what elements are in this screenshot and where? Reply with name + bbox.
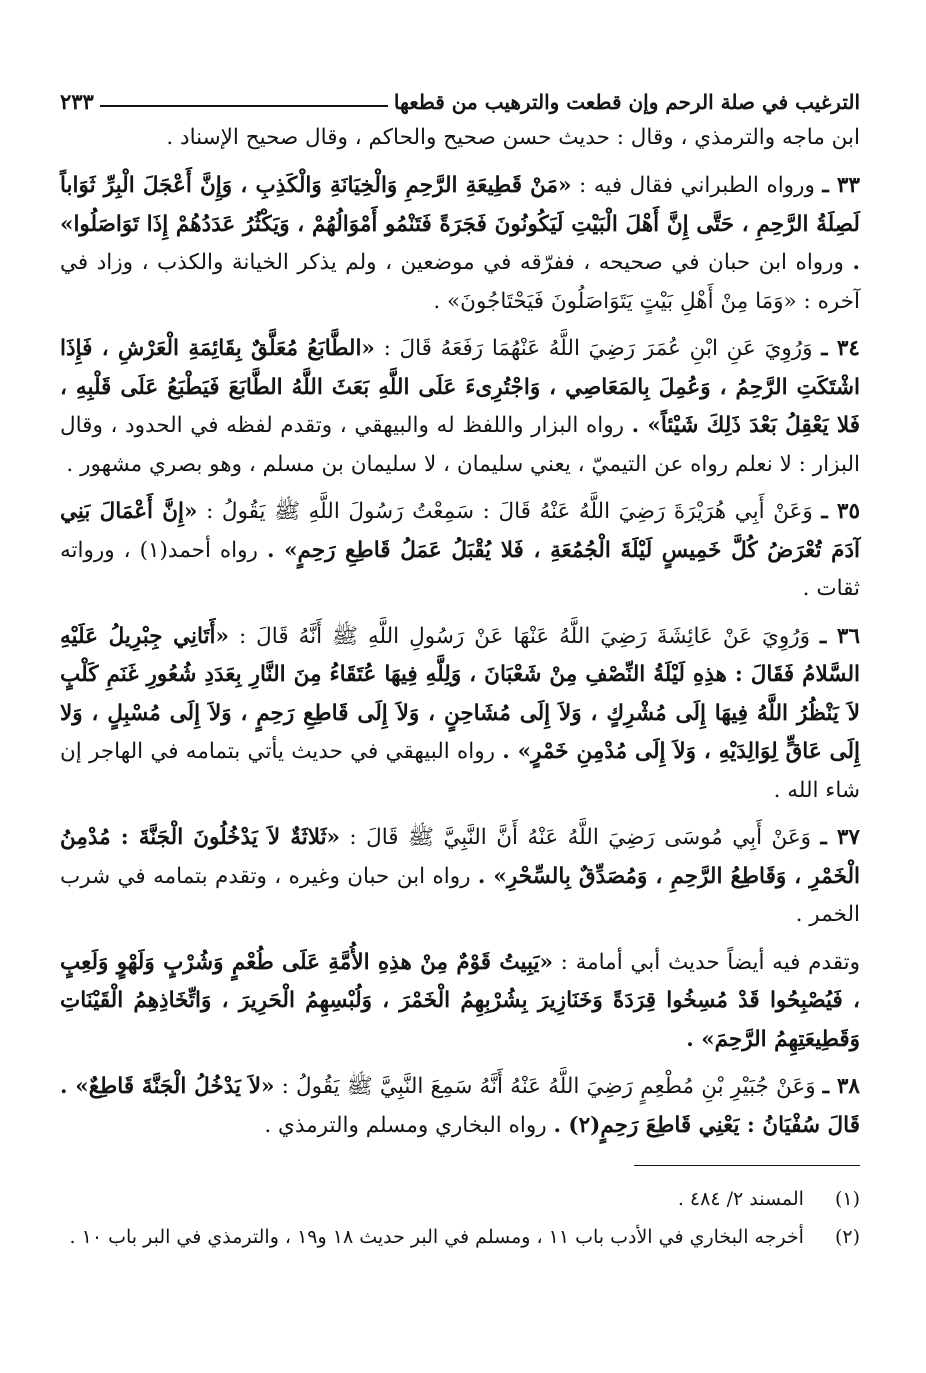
hadith-commentary: رواه البيهقي في حديث يأتي بتمامه في الهاجر إن شاء الله . bbox=[60, 739, 860, 803]
hadith-quote: «لاَ يَدْخُلُ الْجَنَّةَ قَاطِعٌ» . قَالَ سُفْيَانُ : يَعْنِي قَاطِعَ رَحِمٍ(٢) . bbox=[60, 1074, 860, 1138]
hadith-number: ٣٧ ـ bbox=[820, 825, 860, 850]
page-number: ٢٣٣ bbox=[60, 89, 94, 114]
footnote bbox=[60, 1218, 860, 1256]
hadith-quote: «يَبِيتُ قَوْمٌ مِنْ هذِهِ الأُمَّةِ عَلَى طُعْمٍ وَشُرْبٍ وَلَهْوٍ وَلَعِبٍ ، فَيُصْبِحُوا قَدْ مُسِخُوا قِرَدَةً وَخَنَازِيرَ بِشُرْبِهِمُ الْخَمْرَ ، وَلُبْسِهِمُ الْحَرِيرَ ، وَاتِّخَاذِهِمُ الْقَيْنَاتِ وَقَطِيعَتِهِمُ الرَّحِمَ» . bbox=[60, 949, 860, 1052]
hadith-number: ٣٦ ـ bbox=[819, 623, 860, 649]
footnote-text: أخرجه البخاري في الأدب باب ١١ ، ومسلم في البر حديث ١٨ و١٩ ، والترمذي في البر باب ١٠ . bbox=[69, 1226, 804, 1248]
hadith-quote: «ثَلاثَةٌ لاَ يَدْخُلُونَ الْجَنَّةَ : مُدْمِنُ الْخَمْرِ ، وَقَاطِعُ الرَّحِمِ ، وَمُصَدِّقٌ بِالسِّحْرِ» . bbox=[60, 825, 860, 889]
footnote bbox=[60, 1180, 860, 1218]
hadith-number: ٣٥ ـ bbox=[821, 499, 861, 524]
hadith-entry bbox=[60, 1068, 860, 1145]
hadith-quote: «مَنْ قَطِيعَةِ الرَّحِمِ وَالْخِيَانَةِ وَالْكَذِبِ ، وَإِنَّ أَعْجَلَ الْبِرِّ ثَوَاباً لَصِلَةُ الرَّحِمِ ، حَتَّى إِنَّ أَهْلَ الْبَيْتِ لَيَكُونُونَ فَجَرَةً فَتَنْمُو أَمْوَالُهُمْ ، وَيَكْثُرُ عَدَدُهُمْ إِذَا تَوَاصَلُوا» . bbox=[60, 173, 860, 275]
hadith-commentary: رواه أحمد(١) ، ورواته ثقات . bbox=[60, 537, 860, 601]
footnote-marker: (١) bbox=[834, 1188, 860, 1210]
hadith-entry bbox=[60, 819, 860, 935]
hadith-number: ٣٨ ـ bbox=[822, 1074, 860, 1099]
hadith-entry bbox=[60, 618, 860, 811]
hadith-lead: ورواه الطبراني فقال فيه : bbox=[579, 173, 815, 198]
hadith-lead: وَعَنْ أَبِي هُرَيْرَةَ رَضِيَ اللَّهُ عَنْهُ قَالَ : سَمِعْتُ رَسُولَ اللَّهِ ﷺ يَقُولُ : bbox=[206, 499, 813, 524]
hadith-entry bbox=[60, 330, 860, 484]
running-header bbox=[60, 78, 860, 114]
hadith-quote: «الطَّابَعُ مُعَلَّقٌ بِقَائِمَةِ الْعَرْشِ ، فَإِذَا اشْتَكَتِ الرَّحِمُ ، وَعُمِلَ بِالمَعَاصِي ، وَاجْتُرِىءَ عَلَى اللَّهِ بَعَثَ اللَّهُ الطَّابَعَ فَيَطْبَعُ عَلَى قَلْبِهِ ، فَلا يَعْقِلُ بَعْدَ ذَلِكَ شَيْئاً» . bbox=[60, 336, 860, 438]
hadith-number: ٣٤ ـ bbox=[821, 336, 860, 361]
footnote-divider bbox=[634, 1165, 860, 1166]
hadith-quote: «إِنَّ أَعْمَالَ بَنِي آدَمَ تُعْرَضُ كُلَّ خَمِيسٍ لَيْلَةَ الْجُمُعَةِ ، فَلا يُقْبَلُ عَمَلُ قَاطِعِ رَحِمٍ» . bbox=[60, 499, 860, 563]
hadith-entry bbox=[60, 944, 860, 1060]
hadith-lead: وتقدم فيه أيضاً حديث أبي أمامة : bbox=[560, 949, 860, 975]
hadith-commentary: ورواه ابن حبان في صحيحه ، ففرّقه في موضعين ، ولم يذكر الخيانة والكذب ، وزاد في آخره : «وَمَا مِنْ أَهْلِ بَيْتٍ يَتَوَاصَلُونَ فَيَحْتَاجُونَ» . bbox=[60, 250, 860, 314]
hadith-quote: «أَتَانِي جِبْرِيلُ عَلَيْهِ السَّلامُ فَقَالَ : هذِهِ لَيْلَةُ النِّصْفِ مِنْ شَعْبَانَ ، وَلِلَّهِ فِيهَا عُتَقَاءُ مِنَ النَّارِ بِعَدَدِ شُعُورِ غَنَمِ كَلْبٍ لاَ يَنْظُرُ اللَّهُ فِيهَا إِلَى مُشْرِكٍ ، وَلاَ إِلَى مُشَاحِنٍ ، وَلاَ إِلَى قَاطِعِ رَحِمٍ ، وَلاَ إِلَى مُسْبِلٍ ، وَلا إِلَى عَاقٍّ لِوَالِدَيْهِ ، وَلاَ إِلَى مُدْمِنِ خَمْرٍ» . bbox=[60, 623, 860, 764]
hadith-lead: وَرُوِيَ عَنْ عَائِشَةَ رَضِيَ اللَّهُ عَنْهَا عَنْ رَسُولِ اللَّهِ ﷺ أَنَّهُ قَالَ : bbox=[238, 623, 810, 649]
hadith-number: ٣٣ ـ bbox=[822, 173, 860, 198]
hadith-commentary: رواه ابن حبان وغيره ، وتقدم بتمامه في شرب الخمر . bbox=[60, 863, 860, 927]
footnote-marker: (٢) bbox=[834, 1226, 860, 1248]
hadith-commentary: رواه البزار واللفظ له والبيهقي ، وتقدم لفظه في الحدود ، وقال البزار : لا نعلم رواه عن التيميّ ، يعني سليمان ، لا سليمان بن مسلم ، وهو بصري مشهور . bbox=[60, 413, 860, 477]
header-title: الترغيب في صلة الرحم وإن قطعت والترهيب من قطعها bbox=[393, 90, 860, 114]
header-rule bbox=[100, 105, 388, 107]
hadith-commentary: رواه البخاري ومسلم والترمذي . bbox=[264, 1112, 547, 1138]
hadith-lead: وَعَنْ أَبِي مُوسَى رَضِيَ اللَّهُ عَنْهُ أَنَّ النَّبِيَّ ﷺ قَالَ : bbox=[349, 825, 812, 850]
hadith-lead: وَعَنْ جُبَيْرِ بْنِ مُطْعِمٍ رَضِيَ اللَّهُ عَنْهُ أَنَّهُ سَمِعَ النَّبِيَّ ﷺ يَقُولُ : bbox=[281, 1074, 816, 1099]
intro-paragraph: ابن ماجه والترمذي ، وقال : حديث حسن صحيح والحاكم ، وقال صحيح الإسناد . bbox=[166, 125, 860, 150]
hadith-entry bbox=[60, 493, 860, 609]
footnote-text: المسند ٢/ ٤٨٤ . bbox=[677, 1188, 804, 1210]
hadith-entry bbox=[60, 167, 860, 321]
hadith-lead: وَرُوِيَ عَنِ ابْنِ عُمَرَ رَضِيَ اللَّهُ عَنْهُمَا رَفَعَهُ قَالَ : bbox=[383, 336, 813, 361]
